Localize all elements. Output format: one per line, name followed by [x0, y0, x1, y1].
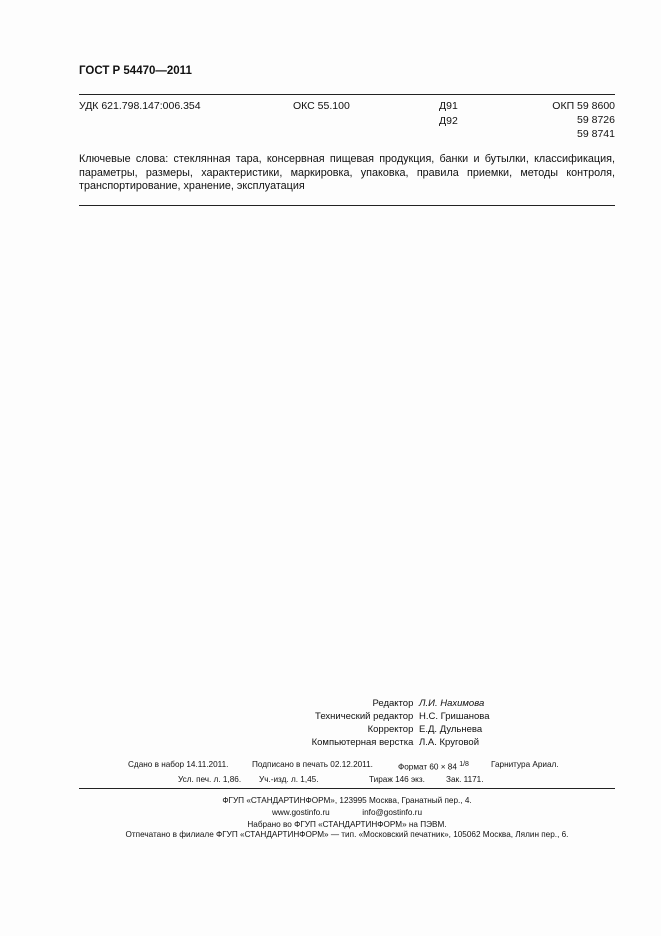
credit-role: Редактор [372, 698, 414, 709]
order-number: Зак. 1171. [446, 775, 484, 784]
credit-name: Л.А. Круговой [419, 737, 480, 748]
printed-note: Отпечатано в филиале ФГУП «СТАНДАРТИНФОРМ» — тип. «Московский печатник», 105062 Москва, Лялин пер., 6. [125, 830, 569, 839]
paper-format [398, 758, 469, 774]
okp-code: 59 8726 [577, 114, 615, 126]
typeface: Гарнитура Ариал. [491, 760, 559, 769]
credit-name: Н.С. Гришанова [419, 711, 490, 722]
d-code: Д92 [439, 115, 458, 127]
credits-roles [312, 697, 416, 749]
credit-name: Е.Д. Дульнева [419, 724, 483, 735]
footer-divider [79, 788, 615, 789]
keywords-divider [79, 205, 615, 206]
udk-code: УДК 621.798.147:006.354 [79, 100, 201, 112]
website-link[interactable]: www.gostinfo.ru [271, 808, 330, 817]
credit-role: Компьютерная верстка [311, 737, 414, 748]
credit-role: Корректор [367, 724, 414, 735]
d-code: Д91 [439, 100, 458, 112]
print-run: Тираж 146 экз. [369, 775, 425, 784]
signed-date: Подписано в печать 02.12.2011. [252, 760, 373, 769]
okp-code: ОКП 59 8600 [552, 100, 615, 112]
publication-sheets: Уч.-изд. л. 1,45. [259, 775, 319, 784]
format-fraction: 1/8 [459, 761, 469, 768]
submitted-date: Сдано в набор 14.11.2011. [128, 760, 229, 769]
credit-role: Технический редактор [315, 711, 414, 722]
email-link[interactable]: info@gostinfo.ru [362, 808, 423, 817]
top-divider [79, 94, 615, 95]
typeset-note: Набрано во ФГУП «СТАНДАРТИНФОРМ» на ПЭВМ. [247, 820, 447, 829]
oks-code: ОКС 55.100 [293, 100, 350, 112]
document-title: ГОСТ Р 54470—2011 [79, 65, 192, 77]
publisher-address: ФГУП «СТАНДАРТИНФОРМ», 123995 Москва, Гранатный пер., 4. [222, 796, 472, 805]
credit-name: Л.И. Нахимова [419, 698, 485, 709]
credits-names [419, 697, 484, 710]
keywords-paragraph: Ключевые слова: стеклянная тара, консервная пищевая продукция, банки и бутылки, классификация, параметры, размеры, характеристики, маркировка, упаковка, правила приемки, методы контроля, транспортирование, хранение, эксплуатация [79, 153, 615, 192]
okp-code: 59 8741 [577, 128, 615, 140]
format-label: Формат 60 × 84 [398, 762, 457, 772]
publisher-contacts [79, 808, 615, 817]
print-sheets: Усл. печ. л. 1,86. [178, 775, 242, 784]
